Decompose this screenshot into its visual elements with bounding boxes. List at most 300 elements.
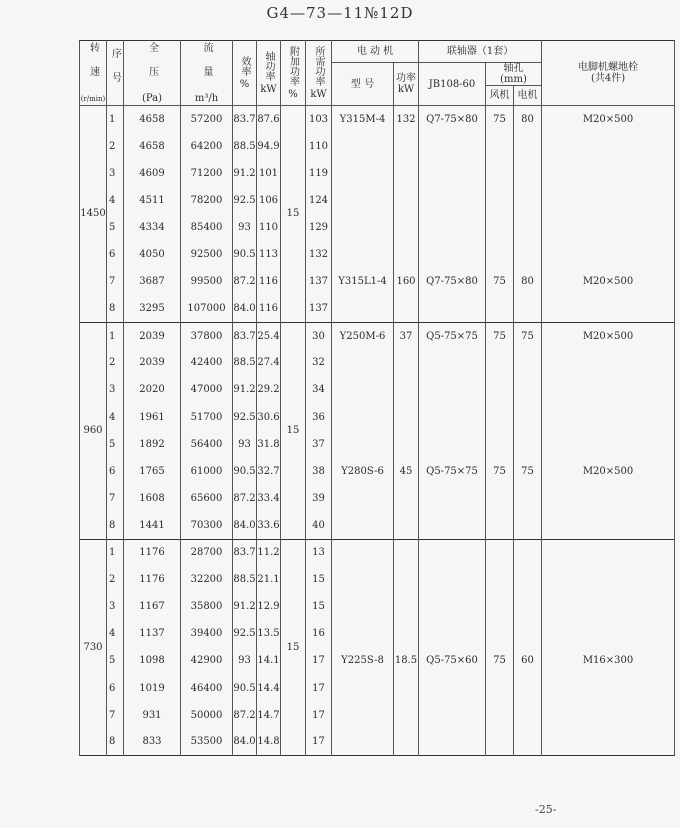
bolt-cell xyxy=(542,729,675,756)
bore-motor-cell xyxy=(514,295,542,322)
efficiency-cell: 92.5 xyxy=(233,404,257,431)
flow-cell: 56400 xyxy=(181,431,233,458)
efficiency-cell: 92.5 xyxy=(233,187,257,214)
bore-motor-cell: 60 xyxy=(514,647,542,674)
efficiency-cell: 88.5 xyxy=(233,566,257,593)
additional-power-cell: 15 xyxy=(281,539,306,756)
shaft-power-cell: 14.8 xyxy=(257,729,281,756)
bore-fan-cell xyxy=(486,512,514,539)
header-bore: 轴孔 (mm) xyxy=(486,63,542,86)
motor-power-cell xyxy=(394,512,419,539)
additional-power-cell: 15 xyxy=(281,106,306,323)
motor-model-cell xyxy=(332,593,394,620)
seq-cell: 6 xyxy=(107,241,124,268)
motor-power-cell: 160 xyxy=(394,268,419,295)
bore-fan-cell xyxy=(486,674,514,701)
bore-fan-cell: 75 xyxy=(486,458,514,485)
motor-power-cell xyxy=(394,593,419,620)
bore-motor-cell xyxy=(514,674,542,701)
shaft-power-cell: 14.1 xyxy=(257,647,281,674)
bore-fan-cell xyxy=(486,702,514,729)
bolt-cell: M20×500 xyxy=(542,458,675,485)
shaft-power-cell: 87.6 xyxy=(257,106,281,133)
coupling-cell: Q7-75×80 xyxy=(419,106,486,133)
seq-cell: 2 xyxy=(107,566,124,593)
bore-motor-cell xyxy=(514,376,542,403)
motor-power-cell xyxy=(394,729,419,756)
flow-cell: 39400 xyxy=(181,620,233,647)
table-row xyxy=(80,349,675,376)
efficiency-cell: 88.5 xyxy=(233,349,257,376)
motor-model-cell xyxy=(332,376,394,403)
efficiency-cell: 87.2 xyxy=(233,268,257,295)
flow-cell: 47000 xyxy=(181,376,233,403)
coupling-cell xyxy=(419,214,486,241)
bore-motor-cell xyxy=(514,241,542,268)
flow-cell: 50000 xyxy=(181,702,233,729)
efficiency-cell: 84.0 xyxy=(233,512,257,539)
motor-model-cell: Y315M-4 xyxy=(332,106,394,133)
motor-power-cell: 45 xyxy=(394,458,419,485)
additional-power-cell: 15 xyxy=(281,322,306,539)
coupling-cell xyxy=(419,241,486,268)
bolt-cell xyxy=(542,539,675,566)
shaft-power-cell: 30.6 xyxy=(257,404,281,431)
required-power-cell: 37 xyxy=(306,431,332,458)
required-power-cell: 15 xyxy=(306,593,332,620)
required-power-cell: 103 xyxy=(306,106,332,133)
shaft-power-cell: 25.4 xyxy=(257,322,281,349)
table-row xyxy=(80,268,675,295)
required-power-cell: 36 xyxy=(306,404,332,431)
pressure-cell: 833 xyxy=(124,729,181,756)
motor-power-cell xyxy=(394,485,419,512)
bolt-cell xyxy=(542,566,675,593)
motor-model-cell xyxy=(332,133,394,160)
bore-fan-cell xyxy=(486,593,514,620)
shaft-power-cell: 12.9 xyxy=(257,593,281,620)
motor-model-cell xyxy=(332,729,394,756)
motor-power-cell xyxy=(394,241,419,268)
coupling-cell xyxy=(419,349,486,376)
header-efficiency: 效率 % xyxy=(233,41,257,106)
bore-fan-cell xyxy=(486,404,514,431)
bore-fan-cell xyxy=(486,485,514,512)
table-row xyxy=(80,214,675,241)
coupling-cell xyxy=(419,295,486,322)
flow-cell: 46400 xyxy=(181,674,233,701)
flow-cell: 78200 xyxy=(181,187,233,214)
coupling-cell xyxy=(419,376,486,403)
flow-cell: 28700 xyxy=(181,539,233,566)
bore-motor-cell xyxy=(514,620,542,647)
efficiency-cell: 93 xyxy=(233,647,257,674)
table-row xyxy=(80,539,675,566)
bolt-cell: M20×500 xyxy=(542,322,675,349)
pressure-cell: 2039 xyxy=(124,349,181,376)
required-power-cell: 15 xyxy=(306,566,332,593)
seq-cell: 1 xyxy=(107,322,124,349)
bolt-cell xyxy=(542,295,675,322)
motor-model-cell xyxy=(332,620,394,647)
shaft-power-cell: 106 xyxy=(257,187,281,214)
shaft-power-cell: 116 xyxy=(257,268,281,295)
motor-model-cell xyxy=(332,431,394,458)
coupling-cell xyxy=(419,566,486,593)
bore-fan-cell: 75 xyxy=(486,268,514,295)
coupling-cell: Q7-75×80 xyxy=(419,268,486,295)
seq-cell: 2 xyxy=(107,349,124,376)
motor-model-cell xyxy=(332,160,394,187)
motor-model-cell: Y250M-6 xyxy=(332,322,394,349)
motor-power-cell xyxy=(394,539,419,566)
header-bore-fan: 风机 xyxy=(486,86,514,106)
flow-cell: 92500 xyxy=(181,241,233,268)
seq-cell: 4 xyxy=(107,404,124,431)
flow-cell: 64200 xyxy=(181,133,233,160)
bolt-cell xyxy=(542,404,675,431)
bore-fan-cell: 75 xyxy=(486,647,514,674)
pressure-cell: 4334 xyxy=(124,214,181,241)
pressure-cell: 4658 xyxy=(124,106,181,133)
pressure-cell: 1167 xyxy=(124,593,181,620)
required-power-cell: 34 xyxy=(306,376,332,403)
header-bore-motor: 电机 xyxy=(514,86,542,106)
header-pressure: 全压 (Pa) xyxy=(124,41,181,106)
motor-power-cell xyxy=(394,187,419,214)
pressure-cell: 1176 xyxy=(124,539,181,566)
pressure-cell: 2020 xyxy=(124,376,181,403)
bolt-cell: M20×500 xyxy=(542,106,675,133)
efficiency-cell: 91.2 xyxy=(233,160,257,187)
motor-model-cell xyxy=(332,404,394,431)
efficiency-cell: 91.2 xyxy=(233,593,257,620)
coupling-cell xyxy=(419,593,486,620)
coupling-cell xyxy=(419,539,486,566)
shaft-power-cell: 33.6 xyxy=(257,512,281,539)
seq-cell: 1 xyxy=(107,539,124,566)
header-coupling: 联轴器（1套） xyxy=(419,41,542,63)
motor-model-cell: Y225S-8 xyxy=(332,647,394,674)
required-power-cell: 17 xyxy=(306,702,332,729)
efficiency-cell: 87.2 xyxy=(233,702,257,729)
efficiency-cell: 90.5 xyxy=(233,241,257,268)
bolt-cell xyxy=(542,349,675,376)
pressure-cell: 1765 xyxy=(124,458,181,485)
bore-fan-cell xyxy=(486,349,514,376)
required-power-cell: 16 xyxy=(306,620,332,647)
table-row xyxy=(80,593,675,620)
pressure-cell: 1961 xyxy=(124,404,181,431)
bolt-cell xyxy=(542,376,675,403)
required-power-cell: 17 xyxy=(306,729,332,756)
bore-motor-cell xyxy=(514,431,542,458)
pressure-cell: 4511 xyxy=(124,187,181,214)
header-flow: 流量 m³/h xyxy=(181,41,233,106)
pressure-cell: 1892 xyxy=(124,431,181,458)
required-power-cell: 13 xyxy=(306,539,332,566)
bore-fan-cell xyxy=(486,187,514,214)
coupling-cell: Q5-75×75 xyxy=(419,458,486,485)
motor-model-cell xyxy=(332,295,394,322)
bore-fan-cell xyxy=(486,566,514,593)
required-power-cell: 110 xyxy=(306,133,332,160)
table-row xyxy=(80,620,675,647)
bolt-cell: M20×500 xyxy=(542,268,675,295)
motor-power-cell xyxy=(394,674,419,701)
pressure-cell: 1441 xyxy=(124,512,181,539)
coupling-cell: Q5-75×75 xyxy=(419,322,486,349)
seq-cell: 8 xyxy=(107,295,124,322)
bore-motor-cell xyxy=(514,539,542,566)
coupling-cell xyxy=(419,674,486,701)
motor-power-cell xyxy=(394,160,419,187)
efficiency-cell: 90.5 xyxy=(233,458,257,485)
seq-cell: 7 xyxy=(107,702,124,729)
bore-fan-cell xyxy=(486,295,514,322)
bolt-cell xyxy=(542,214,675,241)
pressure-cell: 1137 xyxy=(124,620,181,647)
bore-motor-cell xyxy=(514,133,542,160)
header-coupling-standard: JB108-60 xyxy=(419,63,486,106)
shaft-power-cell: 13.5 xyxy=(257,620,281,647)
bolt-cell xyxy=(542,160,675,187)
header-motor-power: 功率 kW xyxy=(394,63,419,106)
required-power-cell: 124 xyxy=(306,187,332,214)
coupling-cell xyxy=(419,133,486,160)
motor-power-cell xyxy=(394,702,419,729)
flow-cell: 42400 xyxy=(181,349,233,376)
table-row xyxy=(80,566,675,593)
seq-cell: 3 xyxy=(107,376,124,403)
coupling-cell xyxy=(419,431,486,458)
page-number: -25- xyxy=(535,803,557,816)
bore-fan-cell xyxy=(486,729,514,756)
bore-motor-cell xyxy=(514,485,542,512)
shaft-power-cell: 14.7 xyxy=(257,702,281,729)
shaft-power-cell: 110 xyxy=(257,214,281,241)
flow-cell: 99500 xyxy=(181,268,233,295)
bore-fan-cell: 75 xyxy=(486,106,514,133)
table-row xyxy=(80,241,675,268)
seq-cell: 2 xyxy=(107,133,124,160)
pressure-cell: 1176 xyxy=(124,566,181,593)
seq-cell: 8 xyxy=(107,729,124,756)
shaft-power-cell: 27.4 xyxy=(257,349,281,376)
speed-cell: 1450 xyxy=(80,106,107,323)
table-row xyxy=(80,458,675,485)
flow-cell: 51700 xyxy=(181,404,233,431)
table-row xyxy=(80,729,675,756)
bore-motor-cell xyxy=(514,349,542,376)
speed-cell: 730 xyxy=(80,539,107,756)
seq-cell: 4 xyxy=(107,187,124,214)
flow-cell: 57200 xyxy=(181,106,233,133)
pressure-cell: 3687 xyxy=(124,268,181,295)
bore-motor-cell xyxy=(514,214,542,241)
seq-cell: 6 xyxy=(107,674,124,701)
required-power-cell: 32 xyxy=(306,349,332,376)
coupling-cell xyxy=(419,485,486,512)
pressure-cell: 4658 xyxy=(124,133,181,160)
efficiency-cell: 83.7 xyxy=(233,106,257,133)
shaft-power-cell: 11.2 xyxy=(257,539,281,566)
bore-motor-cell xyxy=(514,404,542,431)
coupling-cell xyxy=(419,187,486,214)
efficiency-cell: 88.5 xyxy=(233,133,257,160)
efficiency-cell: 91.2 xyxy=(233,376,257,403)
table-row xyxy=(80,485,675,512)
bolt-cell xyxy=(542,593,675,620)
required-power-cell: 39 xyxy=(306,485,332,512)
efficiency-cell: 93 xyxy=(233,431,257,458)
required-power-cell: 129 xyxy=(306,214,332,241)
bolt-cell xyxy=(542,485,675,512)
coupling-cell xyxy=(419,620,486,647)
bore-motor-cell xyxy=(514,512,542,539)
bore-fan-cell xyxy=(486,214,514,241)
required-power-cell: 137 xyxy=(306,268,332,295)
motor-model-cell xyxy=(332,702,394,729)
seq-cell: 5 xyxy=(107,431,124,458)
motor-model-cell xyxy=(332,674,394,701)
bore-motor-cell xyxy=(514,566,542,593)
bolt-cell xyxy=(542,133,675,160)
motor-model-cell xyxy=(332,512,394,539)
bore-fan-cell xyxy=(486,376,514,403)
header-seq: 序号 xyxy=(107,41,124,106)
shaft-power-cell: 31.8 xyxy=(257,431,281,458)
coupling-cell: Q5-75×60 xyxy=(419,647,486,674)
coupling-cell xyxy=(419,160,486,187)
flow-cell: 53500 xyxy=(181,729,233,756)
bore-motor-cell xyxy=(514,593,542,620)
flow-cell: 42900 xyxy=(181,647,233,674)
shaft-power-cell: 14.4 xyxy=(257,674,281,701)
pressure-cell: 3295 xyxy=(124,295,181,322)
coupling-cell xyxy=(419,729,486,756)
bore-fan-cell: 75 xyxy=(486,322,514,349)
motor-power-cell xyxy=(394,620,419,647)
flow-cell: 61000 xyxy=(181,458,233,485)
flow-cell: 107000 xyxy=(181,295,233,322)
seq-cell: 1 xyxy=(107,106,124,133)
motor-model-cell: Y315L1-4 xyxy=(332,268,394,295)
efficiency-cell: 84.0 xyxy=(233,295,257,322)
flow-cell: 37800 xyxy=(181,322,233,349)
required-power-cell: 137 xyxy=(306,295,332,322)
seq-cell: 8 xyxy=(107,512,124,539)
motor-power-cell xyxy=(394,349,419,376)
bore-motor-cell: 75 xyxy=(514,322,542,349)
motor-power-cell xyxy=(394,295,419,322)
flow-cell: 65600 xyxy=(181,485,233,512)
motor-model-cell: Y280S-6 xyxy=(332,458,394,485)
pressure-cell: 1098 xyxy=(124,647,181,674)
seq-cell: 5 xyxy=(107,647,124,674)
shaft-power-cell: 113 xyxy=(257,241,281,268)
table-row xyxy=(80,404,675,431)
motor-power-cell xyxy=(394,404,419,431)
flow-cell: 70300 xyxy=(181,512,233,539)
bolt-cell xyxy=(542,674,675,701)
header-required-power: 所需功率 kW xyxy=(306,41,332,106)
bolt-cell xyxy=(542,512,675,539)
bore-fan-cell xyxy=(486,133,514,160)
table-row xyxy=(80,295,675,322)
bore-fan-cell xyxy=(486,620,514,647)
bore-fan-cell xyxy=(486,160,514,187)
required-power-cell: 30 xyxy=(306,322,332,349)
bore-fan-cell xyxy=(486,241,514,268)
efficiency-cell: 87.2 xyxy=(233,485,257,512)
bore-motor-cell: 80 xyxy=(514,268,542,295)
pressure-cell: 4050 xyxy=(124,241,181,268)
header-speed: 转速 (r/min) xyxy=(80,41,107,106)
motor-power-cell: 37 xyxy=(394,322,419,349)
shaft-power-cell: 29.2 xyxy=(257,376,281,403)
bore-fan-cell xyxy=(486,431,514,458)
efficiency-cell: 84.0 xyxy=(233,729,257,756)
required-power-cell: 40 xyxy=(306,512,332,539)
efficiency-cell: 93 xyxy=(233,214,257,241)
bore-motor-cell xyxy=(514,187,542,214)
bolt-cell xyxy=(542,431,675,458)
required-power-cell: 17 xyxy=(306,674,332,701)
table-row xyxy=(80,647,675,674)
flow-cell: 85400 xyxy=(181,214,233,241)
seq-cell: 4 xyxy=(107,620,124,647)
header-motor-model: 型 号 xyxy=(332,63,394,106)
seq-cell: 3 xyxy=(107,160,124,187)
motor-power-cell xyxy=(394,566,419,593)
bore-motor-cell: 80 xyxy=(514,106,542,133)
shaft-power-cell: 33.4 xyxy=(257,485,281,512)
bore-motor-cell xyxy=(514,702,542,729)
bore-fan-cell xyxy=(486,539,514,566)
shaft-power-cell: 116 xyxy=(257,295,281,322)
header-motor: 电 动 机 xyxy=(332,41,419,63)
shaft-power-cell: 32.7 xyxy=(257,458,281,485)
motor-model-cell xyxy=(332,241,394,268)
required-power-cell: 119 xyxy=(306,160,332,187)
pressure-cell: 1019 xyxy=(124,674,181,701)
motor-model-cell xyxy=(332,485,394,512)
motor-model-cell xyxy=(332,214,394,241)
motor-power-cell xyxy=(394,431,419,458)
pressure-cell: 2039 xyxy=(124,322,181,349)
flow-cell: 32200 xyxy=(181,566,233,593)
shaft-power-cell: 21.1 xyxy=(257,566,281,593)
bolt-cell xyxy=(542,187,675,214)
coupling-cell xyxy=(419,702,486,729)
table-row xyxy=(80,106,675,133)
bolt-cell xyxy=(542,620,675,647)
efficiency-cell: 83.7 xyxy=(233,322,257,349)
motor-model-cell xyxy=(332,539,394,566)
speed-cell: 960 xyxy=(80,322,107,539)
page-title: G4—73—11№12D xyxy=(266,4,414,22)
seq-cell: 7 xyxy=(107,485,124,512)
shaft-power-cell: 101 xyxy=(257,160,281,187)
header-bolt: 电脚机螺地栓 (共4件) xyxy=(542,41,675,106)
motor-model-cell xyxy=(332,349,394,376)
table-row xyxy=(80,376,675,403)
seq-cell: 5 xyxy=(107,214,124,241)
bolt-cell: M16×300 xyxy=(542,647,675,674)
bore-motor-cell: 75 xyxy=(514,458,542,485)
table-row xyxy=(80,322,675,349)
